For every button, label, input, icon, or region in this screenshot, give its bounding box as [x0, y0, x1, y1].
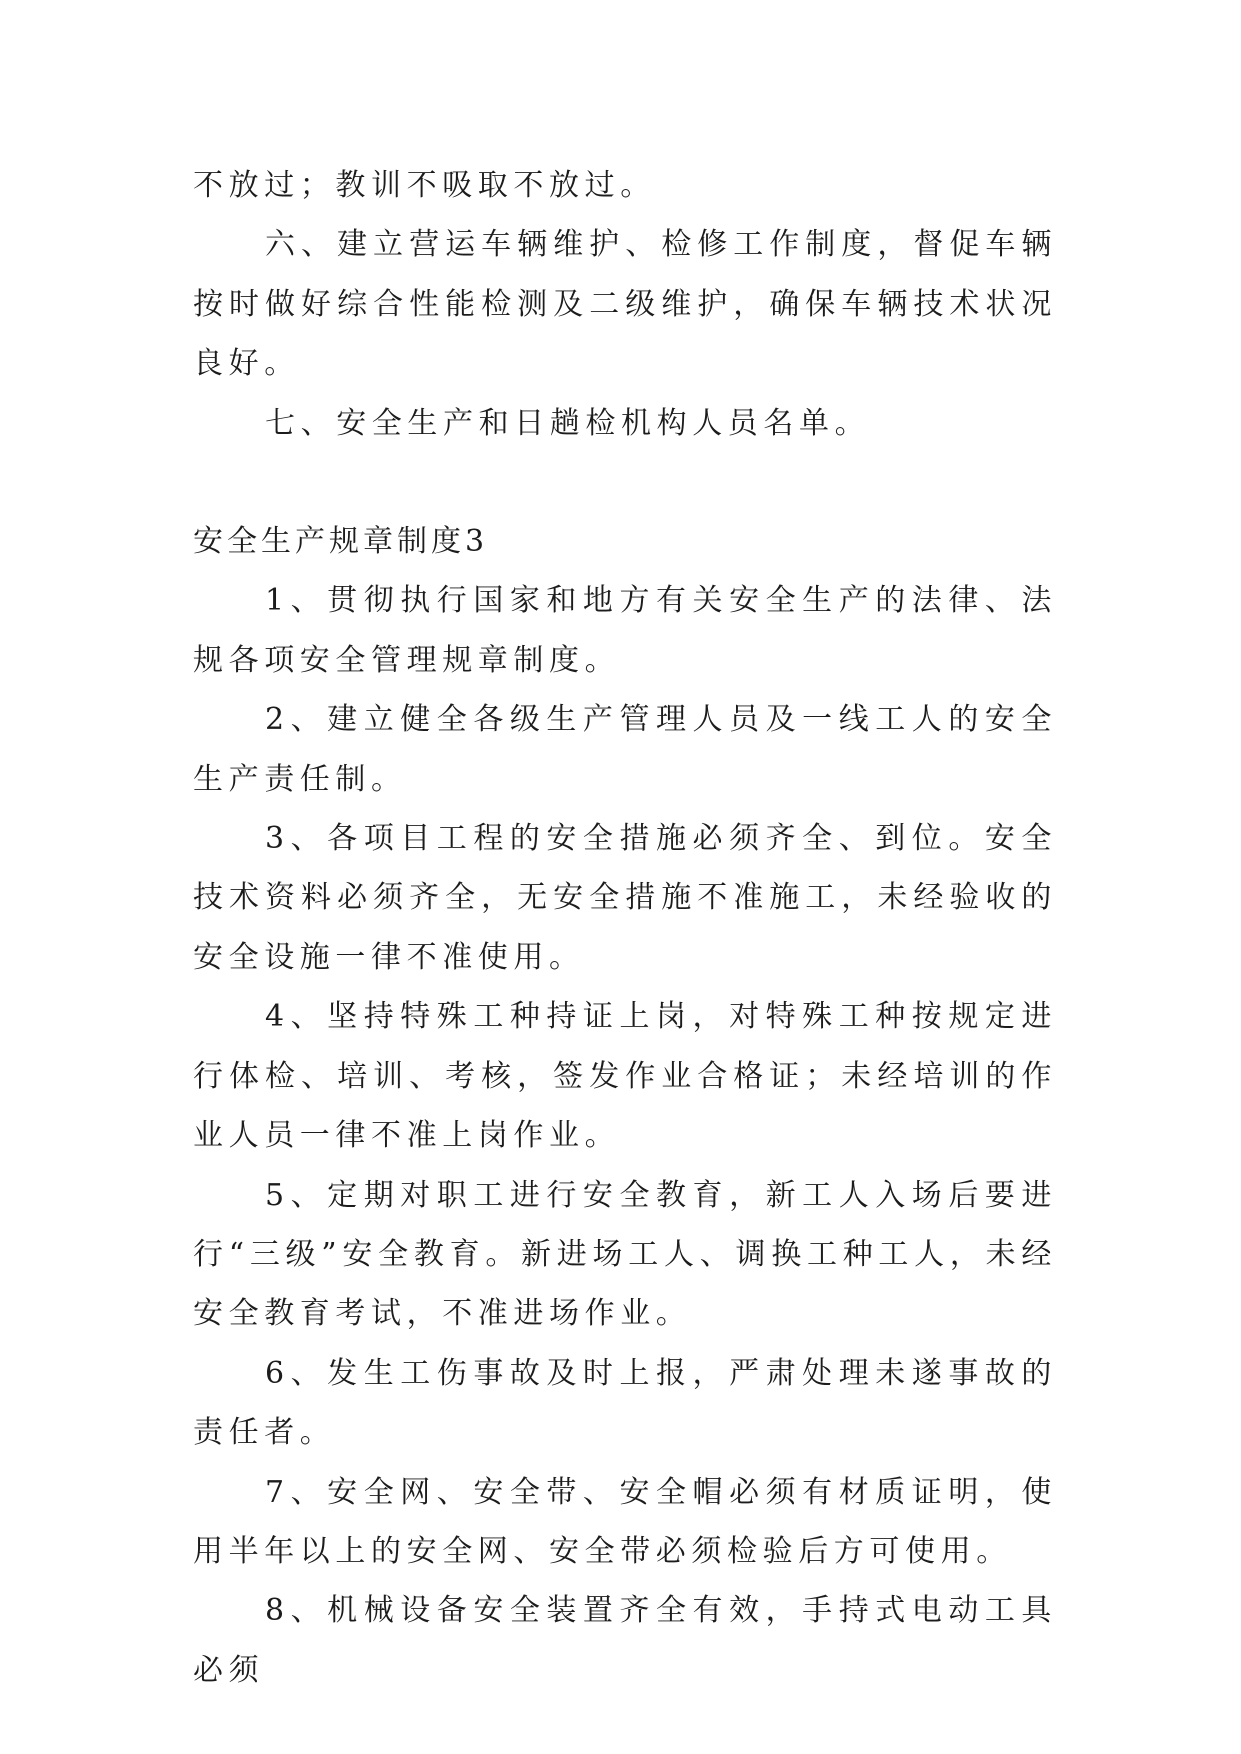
rule-item-2: 2、建立健全各级生产管理人员及一线工人的安全生产责任制。: [193, 702, 1057, 797]
rule-item-4: 4、坚持特殊工种持证上岗，对特殊工种按规定进行体检、培训、考核，签发作业合格证；未经培训的作业人员一律不准上岗作业。: [193, 999, 1057, 1154]
paragraph-item-7: 七、安全生产和日趟检机构人员名单。: [265, 405, 871, 441]
paragraph-item-6: 六、建立营运车辆维护、检修工作制度，督促车辆按时做好综合性能检测及二级维护，确保车辆技术状况良好。: [193, 227, 1057, 382]
rule-item-1: 1、贯彻执行国家和地方有关安全生产的法律、法规各项安全管理规章制度。: [193, 583, 1057, 678]
rule-item-7: 7、安全网、安全带、安全帽必须有材质证明，使用半年以上的安全网、安全带必须检验后方可使用。: [193, 1474, 1057, 1569]
rule-item-6: 6、发生工伤事故及时上报，严肃处理未遂事故的责任者。: [193, 1355, 1057, 1451]
rule-item-8: 8、机械设备安全装置齐全有效，手持式电动工具必须: [193, 1593, 1057, 1688]
document-body: [193, 156, 1057, 1700]
rule-item-3: 3、各项目工程的安全措施必须齐全、到位。安全技术资料必须齐全，无安全措施不准施工，未经验收的安全设施一律不准使用。: [193, 821, 1057, 975]
rule-item-5: 5、定期对职工进行安全教育，新工人入场后要进行“三级”安全教育。新进场工人、调换工种工人，未经安全教育考试，不准进场作业。: [193, 1177, 1057, 1332]
paragraph-continuation: 不放过；教训不吸取不放过。: [193, 168, 656, 203]
section-title: 安全生产规章制度3: [193, 524, 489, 560]
